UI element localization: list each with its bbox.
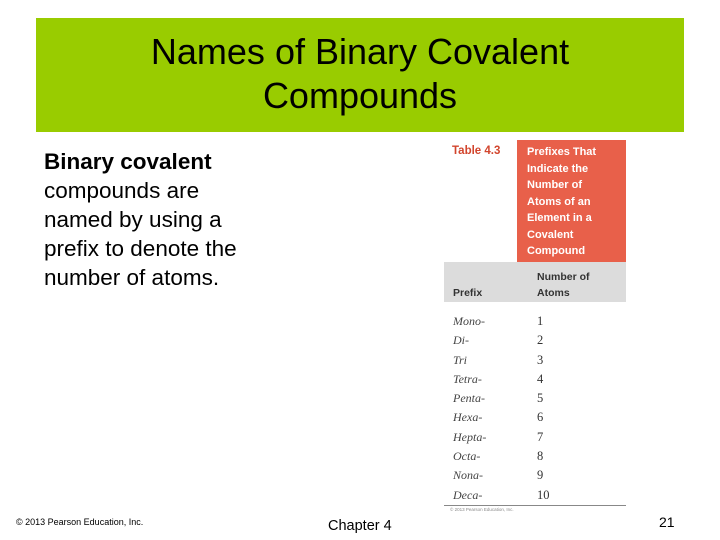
slide-title-line2: Compounds — [262, 75, 458, 116]
table-row — [444, 389, 626, 408]
row-number: 3 — [537, 352, 544, 367]
row-number: 4 — [537, 371, 544, 386]
table-copyright: © 2013 Pearson Education, Inc. — [450, 507, 514, 512]
body-text — [44, 147, 344, 292]
slide-title — [36, 30, 684, 118]
row-number: 9 — [537, 468, 544, 483]
footer-page-number: 21 — [659, 514, 675, 530]
row-number: 6 — [537, 410, 544, 425]
table-row — [444, 486, 626, 505]
row-number: 10 — [537, 487, 550, 502]
table-row — [444, 331, 626, 350]
table-row — [444, 466, 626, 485]
row-number: 2 — [537, 333, 544, 348]
row-prefix: Tri — [453, 352, 468, 367]
row-prefix: Hepta- — [453, 429, 487, 444]
row-prefix: Octa- — [453, 449, 481, 464]
row-prefix: Nona- — [453, 468, 483, 483]
row-prefix: Penta- — [453, 391, 485, 406]
body-bold-lead: Binary covalent — [44, 149, 212, 174]
table-header-prefix: Prefix — [453, 287, 483, 299]
footer-copyright: © 2013 Pearson Education, Inc. — [16, 517, 144, 527]
row-prefix: Di- — [453, 333, 469, 348]
slide-title-line1: Names of Binary Covalent — [150, 31, 570, 72]
table-label: Table 4.3 — [452, 145, 501, 157]
table-row — [444, 351, 626, 370]
row-number: 7 — [537, 429, 544, 444]
row-prefix: Deca- — [453, 487, 483, 502]
body-line-2: named by using a — [44, 207, 222, 232]
table-row — [444, 447, 626, 466]
table-row — [444, 370, 626, 389]
prefix-table-figure — [444, 140, 630, 512]
body-line-1: compounds are — [44, 178, 200, 203]
footer-chapter: Chapter 4 — [328, 518, 392, 534]
table-caption: Prefixes That Indicate the Number of Atoms of an Element in a Covalent Compound — [527, 146, 597, 257]
row-number: 8 — [537, 449, 544, 464]
row-prefix: Mono- — [453, 314, 485, 328]
row-prefix: Tetra- — [453, 371, 482, 386]
table-rows — [444, 312, 626, 505]
table-row — [444, 312, 626, 331]
body-line-3: prefix to denote the — [44, 236, 237, 261]
table-row — [444, 428, 626, 447]
table-header-number: Number of Atoms — [537, 271, 590, 299]
body-line-4: number of atoms. — [44, 265, 220, 290]
table-bottom-rule — [444, 505, 626, 506]
row-prefix: Hexa- — [453, 410, 483, 425]
table-row — [444, 408, 626, 427]
row-number: 1 — [537, 314, 544, 328]
row-number: 5 — [537, 391, 544, 406]
